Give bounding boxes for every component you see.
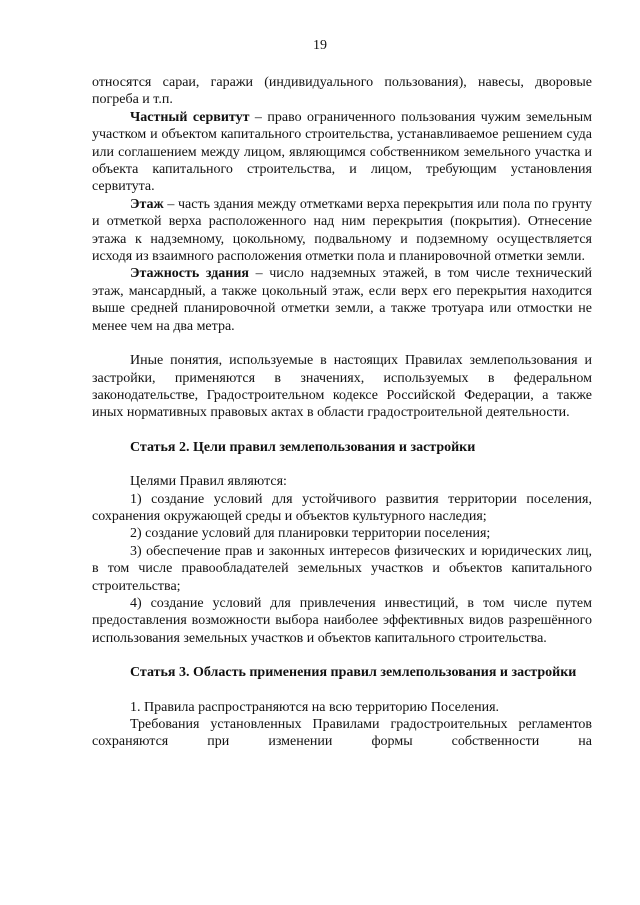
goal-item-2: 2) создание условий для планировки территории поселения; <box>130 526 491 542</box>
goal-item-4: 4) создание условий для привлечения инвестиций, в том числе путем предоставления возможности выбора наиболее эффективных видов разрешённого использования земельных участков и объектов капитального строительства. <box>92 595 592 646</box>
paragraph-text: Иные понятия, используемые в настоящих Правилах землепользования и застройки, применяются в значениях, используемых в федеральном законодательстве, Градостроительном кодексе Российской Федерации, а также иных нормативных правовых актах в области градостроительной деятельности. <box>92 353 592 421</box>
definition-floor <box>92 196 592 266</box>
paragraph-requirements: Требования установленных Правилами градостроительных регламентов сохраняются при изменении формы собственности на <box>92 717 592 750</box>
article-3-heading: Статья 3. Область применения правил землепользования и застройки <box>130 665 577 681</box>
paragraph-other-concepts <box>92 352 592 422</box>
document-body <box>92 74 592 751</box>
definition-building-floors <box>92 265 592 335</box>
definition-private-servitude <box>92 109 592 196</box>
goal-item-3: 3) обеспечение прав и законных интересов физических и юридических лиц, в том числе правообладателей земельных участков и объектов капитального строительства; <box>92 543 592 594</box>
paragraph-text: относятся сараи, гаражи (индивидуального пользования), навесы, дворовые погреба и т.п. <box>92 75 592 108</box>
paragraph-continuation <box>92 74 592 109</box>
term-building-floors: Этажность здания <box>130 266 250 282</box>
definition-text: – часть здания между отметками верха перекрытия или пола по грунту и отметкой верха расположенного над ним перекрытия (покрытия). Отнесение этажа к надземному, цокольному, подвальному и подземному осуществляется исходя из взаимного расположения отметки пола и планировочной отметки земли. <box>92 196 592 265</box>
goal-item-1: 1) создание условий для устойчивого развития территории поселения, сохранения окружающей среды и объектов культурного наследия; <box>92 491 592 524</box>
article-2-heading: Статья 2. Цели правил землепользования и застройки <box>130 439 476 455</box>
definition-text: – число надземных этажей, в том числе технический этаж, мансардный, а также цокольный этаж, если верх его перекрытия находится выше средней планировочной отметки земли, а также тротуара или отмостки не менее чем на два метра. <box>92 266 592 334</box>
paragraph-goals-intro: Целями Правил являются: <box>130 474 287 490</box>
term-floor: Этаж <box>130 196 164 212</box>
definition-text: – право ограниченного пользования чужим земельным участком и объектом капитального строительства, устанавливаемое решением суда или соглашением между лицом, являющимся собственником земельного участка и объекта капитального строительства, и лицом, требующим установления сервитута. <box>92 109 592 195</box>
term-private-servitude: Частный сервитут <box>130 109 250 125</box>
page-number: 19 <box>313 38 327 53</box>
paragraph-scope: 1. Правила распространяются на всю территорию Поселения. <box>130 699 500 715</box>
